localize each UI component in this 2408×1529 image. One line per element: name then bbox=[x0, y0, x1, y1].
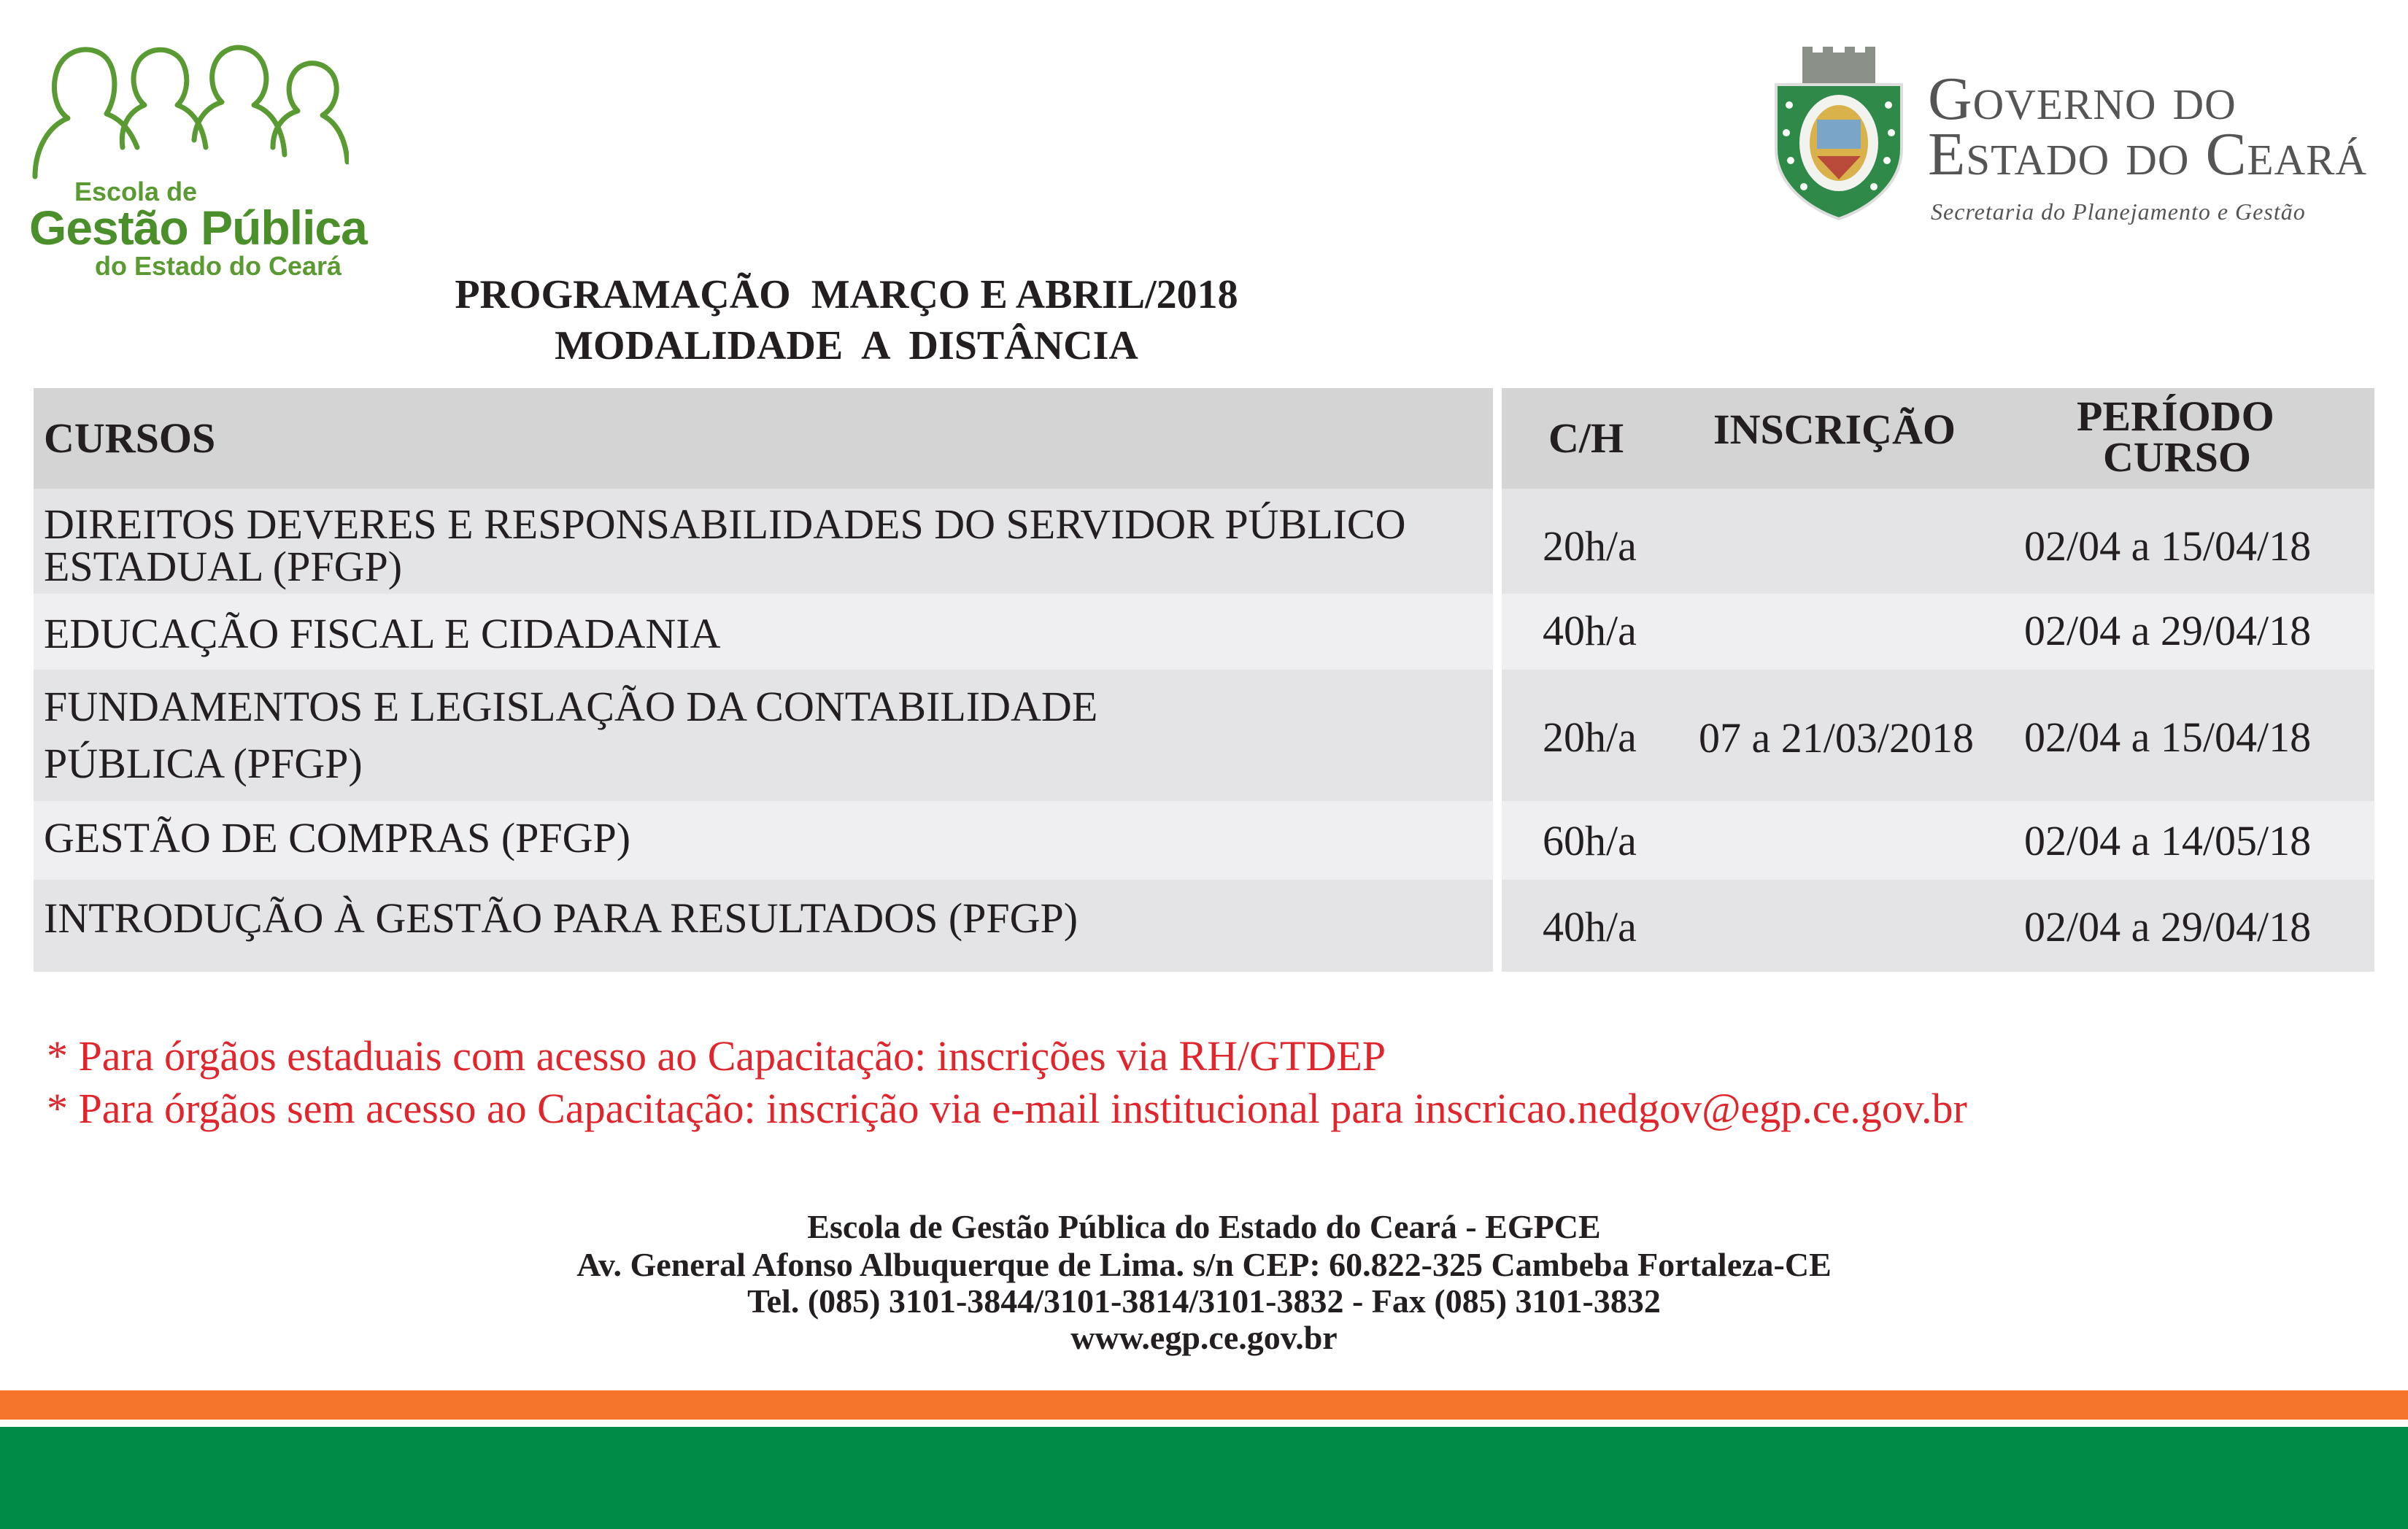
footer-website: www.egp.ce.gov.br bbox=[1070, 1319, 1338, 1356]
course-name-line1: GESTÃO DE COMPRAS (PFGP) bbox=[44, 814, 631, 862]
header-cell-left bbox=[34, 388, 1493, 489]
header-registration: INSCRIÇÃO bbox=[1713, 406, 1956, 453]
header-courses: CURSOS bbox=[44, 414, 216, 462]
course-period: 02/04 a 15/04/18 bbox=[2024, 713, 2312, 761]
header-period-line2: CURSO bbox=[2103, 433, 2252, 481]
page-title-line1: PROGRAMAÇÃO MARÇO E ABRIL/2018 bbox=[455, 272, 1238, 317]
egp-logo-line3: do Estado do Ceará bbox=[95, 251, 342, 281]
note-state-agencies: * Para órgãos estaduais com acesso ao Capacitação: inscrições via RH/GTDEP bbox=[47, 1032, 1386, 1080]
government-subtitle: Secretaria do Planejamento e Gestão bbox=[1931, 198, 2306, 225]
footer-institution: Escola de Gestão Pública do Estado do Ceará - EGPCE bbox=[807, 1208, 1601, 1245]
course-period: 02/04 a 29/04/18 bbox=[2024, 903, 2312, 951]
orange-stripe bbox=[0, 1390, 2408, 1420]
course-hours: 20h/a bbox=[1543, 522, 1637, 570]
egp-logo bbox=[28, 38, 367, 281]
course-hours: 20h/a bbox=[1543, 713, 1637, 761]
course-name-line1: FUNDAMENTOS E LEGISLAÇÃO DA CONTABILIDADE bbox=[44, 683, 1098, 730]
course-period: 02/04 a 15/04/18 bbox=[2024, 522, 2312, 570]
course-period: 02/04 a 14/05/18 bbox=[2024, 817, 2312, 864]
table-row bbox=[34, 670, 2374, 801]
registration-period: 07 a 21/03/2018 bbox=[1699, 714, 1974, 762]
government-logo bbox=[1766, 47, 2379, 229]
table-row bbox=[34, 594, 2374, 670]
green-stripe bbox=[0, 1427, 2408, 1529]
header-hours: C/H bbox=[1548, 414, 1624, 462]
course-name-line2: PÚBLICA (PFGP) bbox=[44, 740, 363, 787]
note-other-agencies: * Para órgãos sem acesso ao Capacitação: inscrição via e-mail institucional para inscricao.nedgov@egp.ce.gov.br bbox=[47, 1085, 1967, 1132]
table-row bbox=[34, 801, 2374, 880]
government-title bbox=[1928, 65, 2368, 188]
course-hours: 40h/a bbox=[1543, 903, 1637, 951]
coat-of-arms-icon bbox=[1766, 47, 1912, 222]
course-name-line2: ESTADUAL (PFGP) bbox=[44, 543, 403, 590]
course-name-line1: INTRODUÇÃO À GESTÃO PARA RESULTADOS (PFGP) bbox=[44, 894, 1078, 942]
course-hours: 40h/a bbox=[1543, 607, 1637, 654]
header-period-line1: PERÍODO bbox=[2077, 392, 2274, 440]
government-title-line2: Estado do Ceará bbox=[1928, 120, 2368, 188]
course-name-line1: EDUCAÇÃO FISCAL E CIDADANIA bbox=[44, 610, 721, 657]
table-row bbox=[34, 489, 2374, 594]
footer-phone: Tel. (085) 3101-3844/3101-3814/3101-3832 - Fax (085) 3101-3832 bbox=[747, 1282, 1661, 1320]
course-period: 02/04 a 29/04/18 bbox=[2024, 607, 2312, 654]
footer-address: Av. General Afonso Albuquerque de Lima. s/n CEP: 60.822-325 Cambeba Fortaleza-CE bbox=[576, 1246, 1832, 1283]
government-title-line1: Governo do bbox=[1928, 65, 2237, 133]
course-hours: 60h/a bbox=[1543, 817, 1637, 864]
page-title-line2: MODALIDADE A DISTÂNCIA bbox=[555, 323, 1138, 368]
table-row bbox=[34, 880, 2374, 972]
egp-logo-line2: Gestão Pública bbox=[29, 201, 367, 255]
people-silhouettes-icon bbox=[28, 38, 349, 184]
course-name-line1: DIREITOS DEVERES E RESPONSABILIDADES DO SERVIDOR PÚBLICO bbox=[44, 500, 1406, 548]
egp-logo-line1: Escola de bbox=[74, 177, 198, 206]
table-header-row bbox=[34, 388, 2374, 489]
